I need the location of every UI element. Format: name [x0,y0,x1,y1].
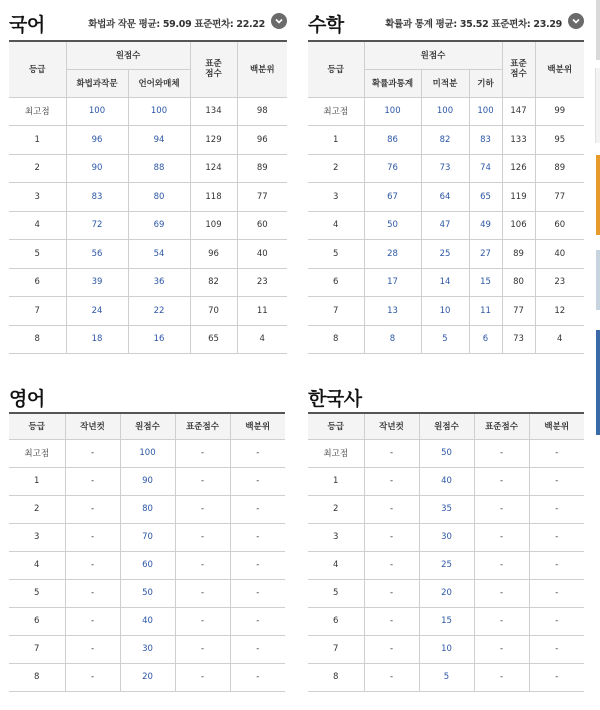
col-pct: 백분위 [529,413,584,439]
cell-raw: 60 [120,551,175,579]
col-raw: 원점수 [419,413,474,439]
col-grade: 등급 [308,413,364,439]
page-edge-strip [596,0,600,60]
cell-std: - [175,523,230,551]
table-row [308,126,584,155]
cell-grade: 4 [9,211,66,240]
cell-std: - [474,551,529,579]
cell-raw: 5 [419,663,474,691]
korean-stat: 화법과 작문 평균: 59.09 표준편차: 22.22 [88,19,265,30]
table-row [9,240,287,269]
korean-table-body [9,97,287,354]
korean-table [9,40,287,354]
cell-a: 72 [66,211,128,240]
cell-grade: 4 [308,551,364,579]
cell-grade: 8 [308,663,364,691]
cell-a: 8 [364,325,421,354]
page-edge-strip [596,155,600,235]
korean-title: 국어 [9,14,45,36]
math-stat: 확률과 통계 평균: 35.52 표준편차: 23.29 [385,19,562,30]
cell-std: 89 [502,240,535,269]
table-row [308,467,584,495]
table-row [308,297,584,326]
cell-last: - [364,579,419,607]
table-row [308,211,584,240]
cell-grade: 1 [9,126,66,155]
cell-a: 86 [364,126,421,155]
cell-a: 39 [66,268,128,297]
cell-last: - [364,523,419,551]
cell-b: 94 [128,126,190,155]
cell-raw: 30 [419,523,474,551]
cell-grade: 2 [308,154,364,183]
english-title: 영어 [9,388,45,410]
cell-pct: 60 [535,211,584,240]
cell-last: - [364,607,419,635]
cell-pct: 23 [237,268,287,297]
cell-std: 80 [502,268,535,297]
cell-c: 6 [469,325,502,354]
cell-last: - [364,467,419,495]
cell-grade: 5 [9,240,66,269]
cell-raw: 70 [120,523,175,551]
table-row [9,439,285,467]
cell-pct: 89 [237,154,287,183]
cell-c: 100 [469,97,502,126]
cell-raw: 10 [419,635,474,663]
cell-raw: 90 [120,467,175,495]
cell-std: - [474,523,529,551]
cell-raw: 25 [419,551,474,579]
history-table-body [308,439,584,691]
cell-last: - [364,635,419,663]
cell-std: - [175,467,230,495]
table-row [308,154,584,183]
cell-a: 28 [364,240,421,269]
cell-grade: 1 [308,467,364,495]
cell-pct: 98 [237,97,287,126]
cell-b: 36 [128,268,190,297]
cell-grade: 2 [9,495,65,523]
cell-std: - [175,439,230,467]
cell-pct: - [529,551,584,579]
col-std: 표준 점수 [502,41,535,97]
cell-c: 83 [469,126,502,155]
cell-std: 96 [190,240,237,269]
cell-pct: - [230,495,285,523]
table-row [9,495,285,523]
cell-pct: - [529,523,584,551]
cell-c: 11 [469,297,502,326]
cell-std: - [474,607,529,635]
cell-pct: - [230,635,285,663]
cell-std: 134 [190,97,237,126]
cell-pct: 77 [535,183,584,212]
chevron-down-icon [274,16,284,26]
table-row [308,523,584,551]
table-row [9,325,287,354]
cell-last: - [364,663,419,691]
cell-raw: 100 [120,439,175,467]
cell-raw: 50 [419,439,474,467]
table-row [9,97,287,126]
cell-a: 50 [364,211,421,240]
cell-pct: - [529,607,584,635]
table-row [9,126,287,155]
table-row [9,268,287,297]
cell-pct: 40 [237,240,287,269]
cell-last: - [65,579,120,607]
cell-grade: 2 [9,154,66,183]
cell-std: 109 [190,211,237,240]
cell-pct: - [529,663,584,691]
history-table [308,412,584,692]
cell-pct: 11 [237,297,287,326]
cell-std: - [175,607,230,635]
col-grade: 등급 [9,413,65,439]
cell-std: 133 [502,126,535,155]
table-row [308,268,584,297]
cell-pct: 40 [535,240,584,269]
cell-raw: 20 [419,579,474,607]
cell-a: 56 [66,240,128,269]
table-row [9,607,285,635]
cell-grade: 4 [9,551,65,579]
cell-a: 83 [66,183,128,212]
cell-b: 54 [128,240,190,269]
cell-a: 18 [66,325,128,354]
table-row [308,551,584,579]
cell-grade: 7 [308,635,364,663]
cell-a: 90 [66,154,128,183]
cell-last: - [65,439,120,467]
col-std: 표준점수 [474,413,529,439]
cell-std: - [474,467,529,495]
cell-grade: 3 [308,183,364,212]
cell-b: 14 [421,268,469,297]
cell-b: 47 [421,211,469,240]
cell-pct: 95 [535,126,584,155]
page-edge-strip [595,68,600,143]
cell-std: - [175,579,230,607]
table-row [308,325,584,354]
history-title: 한국사 [308,388,362,410]
cell-c: 15 [469,268,502,297]
cell-grade: 1 [308,126,364,155]
cell-pct: 96 [237,126,287,155]
cell-grade: 7 [9,297,66,326]
cell-grade: 2 [308,495,364,523]
cell-std: - [474,635,529,663]
page-edge-strip [596,330,600,435]
math-section [308,10,584,355]
cell-b: 100 [128,97,190,126]
cell-last: - [65,467,120,495]
table-row [308,183,584,212]
table-row [9,663,285,691]
cell-b: 5 [421,325,469,354]
table-row [308,635,584,663]
cell-std: 82 [190,268,237,297]
table-row [308,607,584,635]
col-sub1: 확률과통계 [364,69,421,97]
col-raw: 원점수 [120,413,175,439]
cell-grade: 5 [308,240,364,269]
cell-std: - [175,635,230,663]
col-std: 표준 점수 [190,41,237,97]
cell-c: 49 [469,211,502,240]
cell-b: 10 [421,297,469,326]
table-row [9,154,287,183]
cell-grade: 4 [308,211,364,240]
cell-grade: 7 [308,297,364,326]
col-sub1: 화법과작문 [66,69,128,97]
cell-a: 100 [364,97,421,126]
cell-raw: 30 [120,635,175,663]
table-row [308,240,584,269]
cell-grade: 7 [9,635,65,663]
table-row [308,495,584,523]
cell-b: 100 [421,97,469,126]
cell-grade: 6 [308,268,364,297]
cell-a: 13 [364,297,421,326]
cell-std: - [474,663,529,691]
cell-grade: 8 [9,663,65,691]
cell-b: 82 [421,126,469,155]
chevron-down-icon [571,16,581,26]
cell-grade: 6 [9,607,65,635]
table-row [9,297,287,326]
cell-grade: 3 [9,183,66,212]
cell-b: 88 [128,154,190,183]
table-row [9,579,285,607]
cell-a: 24 [66,297,128,326]
cell-pct: - [230,579,285,607]
cell-a: 96 [66,126,128,155]
history-section [308,384,584,696]
cell-grade: 1 [9,467,65,495]
cell-std: 70 [190,297,237,326]
cell-grade: 6 [9,268,66,297]
cell-std: - [474,495,529,523]
cell-raw: 80 [120,495,175,523]
col-pct: 백분위 [237,41,287,97]
cell-grade: 최고점 [9,439,65,467]
cell-pct: - [230,663,285,691]
cell-std: 147 [502,97,535,126]
cell-pct: 60 [237,211,287,240]
cell-raw: 20 [120,663,175,691]
cell-b: 25 [421,240,469,269]
cell-last: - [65,663,120,691]
col-raw: 원점수 [66,41,190,69]
cell-a: 17 [364,268,421,297]
col-pct: 백분위 [230,413,285,439]
col-sub3: 기하 [469,69,502,97]
col-std: 표준점수 [175,413,230,439]
cell-std: 118 [190,183,237,212]
col-grade: 등급 [308,41,364,97]
table-row [308,439,584,467]
cell-pct: - [230,551,285,579]
cell-grade: 5 [308,579,364,607]
cell-pct: - [529,495,584,523]
table-row [9,183,287,212]
cell-raw: 40 [419,467,474,495]
cell-last: - [364,439,419,467]
cell-a: 67 [364,183,421,212]
korean-section [9,10,287,355]
table-row [9,551,285,579]
cell-grade: 최고점 [308,439,364,467]
cell-last: - [65,523,120,551]
cell-pct: - [529,439,584,467]
cell-pct: 12 [535,297,584,326]
cell-std: - [175,495,230,523]
cell-last: - [65,607,120,635]
col-sub2: 언어와매체 [128,69,190,97]
cell-std: 65 [190,325,237,354]
cell-b: 73 [421,154,469,183]
table-row [308,663,584,691]
cell-c: 27 [469,240,502,269]
cell-last: - [364,551,419,579]
page-edge-strip [596,250,600,310]
math-toggle-button[interactable] [568,13,584,29]
cell-pct: - [230,607,285,635]
col-grade: 등급 [9,41,66,97]
cell-a: 100 [66,97,128,126]
table-row [9,523,285,551]
english-section [9,384,285,696]
table-row [9,211,287,240]
cell-std: - [474,579,529,607]
english-table-body [9,439,285,691]
col-pct: 백분위 [535,41,584,97]
col-raw: 원점수 [364,41,502,69]
cell-std: 106 [502,211,535,240]
cell-grade: 최고점 [308,97,364,126]
cell-std: 124 [190,154,237,183]
cell-pct: 4 [535,325,584,354]
cell-pct: - [230,439,285,467]
table-row [308,579,584,607]
cell-c: 74 [469,154,502,183]
cell-pct: - [529,579,584,607]
table-row [9,467,285,495]
cell-raw: 15 [419,607,474,635]
cell-a: 76 [364,154,421,183]
table-row [9,635,285,663]
cell-pct: 89 [535,154,584,183]
cell-b: 22 [128,297,190,326]
cell-last: - [364,495,419,523]
cell-grade: 최고점 [9,97,66,126]
cell-std: 126 [502,154,535,183]
cell-raw: 50 [120,579,175,607]
cell-grade: 5 [9,579,65,607]
cell-std: 77 [502,297,535,326]
english-table [9,412,285,692]
cell-grade: 3 [308,523,364,551]
cell-last: - [65,495,120,523]
cell-raw: 40 [120,607,175,635]
cell-pct: - [230,523,285,551]
cell-std: 73 [502,325,535,354]
cell-grade: 6 [308,607,364,635]
cell-c: 65 [469,183,502,212]
cell-std: 129 [190,126,237,155]
cell-last: - [65,635,120,663]
cell-pct: 23 [535,268,584,297]
cell-std: 119 [502,183,535,212]
table-row [308,97,584,126]
math-table-body [308,97,584,354]
cell-pct: - [230,467,285,495]
cell-pct: - [529,467,584,495]
cell-b: 69 [128,211,190,240]
cell-grade: 8 [9,325,66,354]
math-table [308,40,584,354]
cell-raw: 35 [419,495,474,523]
cell-pct: 99 [535,97,584,126]
col-sub2: 미적분 [421,69,469,97]
cell-b: 16 [128,325,190,354]
cell-b: 64 [421,183,469,212]
col-last: 작년컷 [65,413,120,439]
cell-b: 80 [128,183,190,212]
cell-std: - [474,439,529,467]
cell-std: - [175,663,230,691]
cell-pct: 4 [237,325,287,354]
cell-last: - [65,551,120,579]
korean-toggle-button[interactable] [271,13,287,29]
cell-grade: 8 [308,325,364,354]
cell-grade: 3 [9,523,65,551]
cell-pct: - [529,635,584,663]
col-last: 작년컷 [364,413,419,439]
cell-std: - [175,551,230,579]
math-title: 수학 [308,14,344,36]
cell-pct: 77 [237,183,287,212]
